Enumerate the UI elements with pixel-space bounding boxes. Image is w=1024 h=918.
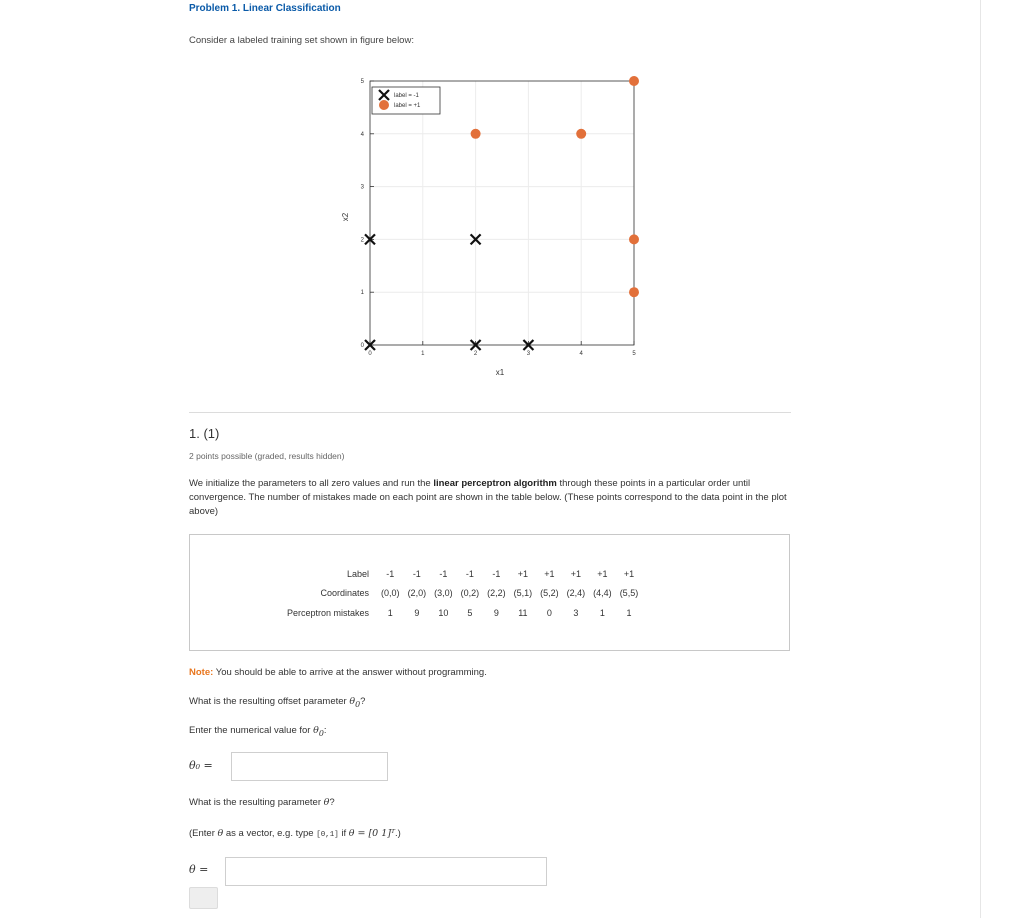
row-label-mistakes: Perceptron mistakes: [287, 607, 370, 618]
question-body: [189, 477, 789, 519]
table-cell: 0: [546, 607, 552, 618]
x-tick-label: 0: [368, 351, 372, 357]
section-divider: [189, 412, 791, 413]
table-cell: (2,0): [407, 588, 427, 599]
table-cell: +1: [544, 568, 555, 579]
theta-symbol-2: θ: [217, 828, 224, 839]
table-cell: (5,2): [540, 588, 559, 599]
table-cell: 9: [493, 607, 499, 618]
y-axis-label: x2: [341, 212, 350, 222]
y-tick-label: 4: [360, 131, 364, 138]
x-axis-label: x1: [495, 368, 505, 377]
mistakes-table: [283, 564, 642, 623]
table-row-coordinates: [283, 584, 642, 604]
theta-symbol: θ: [323, 797, 330, 808]
table-cell: +1: [623, 568, 635, 579]
table-cell: 10: [438, 607, 449, 618]
table-cell: -1: [412, 568, 421, 579]
data-point-pos: [629, 234, 639, 244]
theta-hint: [189, 828, 401, 839]
x-tick-label: 1: [421, 351, 425, 357]
plot-frame: [370, 81, 634, 345]
hint-text-2: as a vector, e.g. type: [223, 828, 317, 839]
theta-input-label: θ =: [189, 863, 209, 876]
table-cell: (3,0): [434, 588, 453, 599]
x-tick-label: 2: [473, 351, 478, 357]
x-tick-label: 3: [526, 351, 531, 357]
page-divider: [980, 0, 981, 918]
offset-question: [189, 696, 365, 709]
table-cell: +1: [570, 568, 582, 579]
offset-instruction: [189, 725, 327, 738]
data-point-pos: [629, 287, 639, 297]
table-cell: (5,1): [513, 588, 533, 599]
hint-text-3: if: [338, 828, 349, 839]
table-cell: (2,2): [487, 588, 506, 599]
table-cell: +1: [517, 568, 529, 579]
hint-code: [0,1]: [316, 831, 339, 839]
x-tick-label: 5: [632, 351, 636, 357]
table-cell: (5,5): [619, 588, 639, 599]
table-cell: 11: [518, 607, 528, 618]
table-cell: 1: [599, 607, 605, 618]
table-cell: 5: [467, 607, 473, 618]
table-row-label: [283, 564, 642, 584]
note-text: You should be able to arrive at the answer without programming.: [213, 667, 487, 678]
table-cell: (4,4): [593, 588, 612, 599]
table-cell: 1: [387, 607, 393, 618]
table-cell: (0,0): [381, 588, 400, 599]
offset-instruction-text: Enter the numerical value for: [189, 725, 314, 736]
scatter-chart: [330, 60, 660, 385]
theta-question: [189, 797, 335, 808]
theta-input[interactable]: [225, 857, 547, 886]
table-cell: (0,2): [460, 588, 480, 599]
table-cell: (2,4): [566, 588, 586, 599]
offset-question-end: ?: [360, 696, 366, 707]
submit-button[interactable]: [189, 887, 218, 909]
theta-question-text: What is the resulting parameter: [189, 797, 324, 808]
body-bold: linear perceptron algorithm: [433, 478, 557, 489]
hint-text-1: (Enter: [189, 828, 218, 839]
body-text-2: through these points in a particular order until convergence. The number of mistakes made on each point are shown in the table below. (These points correspond to the data point in the plot above): [189, 478, 787, 517]
legend-label: label = +1: [394, 103, 421, 109]
legend-label: label = -1: [394, 93, 419, 99]
y-tick-label: 1: [360, 290, 364, 297]
row-label-coordinates: Coordinates: [320, 588, 370, 599]
data-point-pos: [576, 129, 586, 139]
y-tick-label: 0: [360, 343, 364, 349]
problem-title: Problem 1. Linear Classification: [189, 3, 341, 14]
row-label-label: Label: [347, 568, 370, 579]
table-cell: -1: [465, 568, 474, 579]
hint-math: θ = [0 1]ᵀ: [348, 828, 395, 839]
x-tick-label: 4: [579, 351, 583, 357]
chart-frame: [370, 81, 634, 345]
theta0-symbol: $\theta_0$: [349, 696, 361, 709]
chart-grid: [370, 81, 634, 345]
offset-question-text: What is the resulting offset parameter: [189, 696, 350, 707]
table-cell: -1: [439, 568, 448, 579]
chart-legend: [372, 87, 440, 114]
theta0-input[interactable]: [231, 752, 388, 781]
question-heading: 1. (1): [189, 426, 220, 441]
y-tick-label: 3: [360, 184, 364, 191]
chart-ticks: [361, 79, 637, 357]
problem-intro: Consider a labeled training set shown in figure below:: [189, 35, 414, 46]
offset-instruction-end: :: [323, 725, 327, 736]
theta0-input-label: θ₀ =: [189, 759, 213, 772]
theta-question-end: ?: [329, 797, 335, 808]
data-point-pos: [629, 76, 639, 86]
table-row-mistakes: [283, 603, 642, 623]
table-cell: 1: [626, 607, 632, 618]
table-cell: 9: [414, 607, 420, 618]
hint-text-4: .): [394, 828, 401, 839]
y-tick-label: 2: [360, 237, 364, 244]
points-info: 2 points possible (graded, results hidden): [189, 451, 345, 461]
note: [189, 667, 487, 678]
table-cell: +1: [597, 568, 608, 579]
legend-marker-pos: [379, 100, 389, 110]
data-point-pos: [471, 129, 481, 139]
table-cell: -1: [386, 568, 395, 579]
chart-points: [365, 76, 639, 350]
theta0-symbol-2: $\theta_0$: [313, 725, 324, 738]
y-tick-label: 5: [360, 79, 364, 85]
body-text-1: We initialize the parameters to all zero values and run the: [189, 478, 434, 489]
table-cell: 3: [573, 607, 579, 618]
note-label: Note:: [189, 667, 214, 678]
table-cell: -1: [492, 568, 501, 579]
